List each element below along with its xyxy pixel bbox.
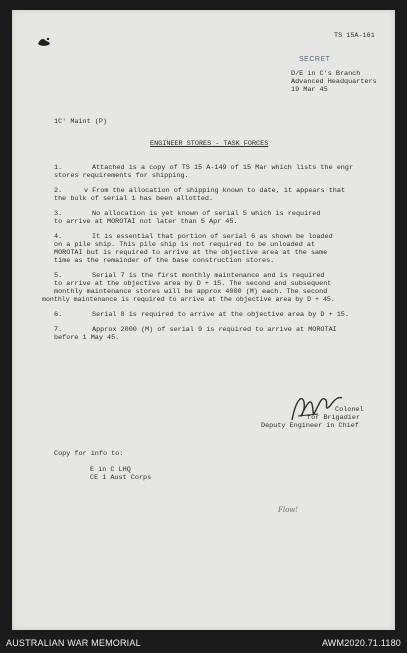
- archive-name: AUSTRALIAN WAR MEMORIAL: [6, 638, 141, 648]
- copy-label: Copy for info to:: [54, 450, 124, 458]
- para-line: time as the remainder of the base construction stores.: [54, 257, 275, 265]
- origin-line-3: 19 Mar 45: [291, 86, 328, 94]
- document-page: [12, 10, 395, 630]
- handwritten-note: Flow!: [278, 506, 299, 514]
- document-reference: TS 15A-161: [334, 32, 375, 40]
- para-number: 3.: [54, 210, 63, 218]
- copy-recipient: CE 1 Aust Corps: [90, 474, 152, 482]
- ink-mark-icon: [36, 36, 52, 48]
- signature-for: for Brigadier: [307, 414, 361, 422]
- para-line: stores requirements for shipping.: [54, 172, 189, 180]
- para-line: the bulk of serial 1 has been allotted.: [54, 195, 214, 203]
- para-line: MOROTAI but is required to arrive at the objective area at the same: [54, 249, 328, 257]
- para-line: monthly maintenance is required to arrive at the objective area by D + 45.: [42, 296, 335, 303]
- document-heading: ENGINEER STORES - TASK FORCES: [150, 140, 269, 148]
- para-line: Serial 7 is the first monthly maintenance and is required: [92, 272, 325, 280]
- para-line: It is essential that portion of serial 6 as shown be loaded: [92, 233, 333, 241]
- para-line: to arrive at the objective area by D + 15. The second and subsequent: [54, 280, 332, 288]
- para-line: Serial 8 is required to arrive at the objective area by D + 15.: [92, 311, 349, 319]
- signature-rank: Colonel: [335, 406, 364, 414]
- para-line: on a pile ship. This pile ship is not required to be unloaded at: [54, 241, 316, 249]
- classification-stamp: SECRET: [299, 56, 331, 63]
- para-line: monthly maintenance stores will be approx 4000 (M) each. The second: [54, 288, 328, 296]
- origin-line-2: Advanced Headquarters: [291, 78, 377, 86]
- para-number: 5.: [54, 272, 63, 280]
- archive-footer: [0, 635, 407, 653]
- para-line: No allocation is yet known of serial 5 which is required: [92, 210, 321, 218]
- para-number: 7.: [54, 326, 63, 334]
- signature-title: Deputy Engineer in Chief: [261, 422, 359, 430]
- para-line: before 1 May 45.: [54, 334, 120, 342]
- para-number: 4.: [54, 233, 63, 241]
- para-number: 2.: [54, 187, 63, 195]
- para-number: 1.: [54, 164, 63, 172]
- addressee: 1C' Maint (P): [54, 118, 108, 126]
- archive-item-id: AWM2020.71.1180: [321, 638, 401, 648]
- para-line: to arrive at MOROTAI not later than 5 Apr 45.: [54, 218, 238, 226]
- origin-line-1: D/E in C's Branch: [291, 70, 361, 78]
- para-line: Approx 2000 (M) of serial 9 is required to arrive at MOROTAI: [92, 326, 337, 334]
- para-line: v From the allocation of shipping known to date, it appears that: [84, 187, 346, 195]
- copy-recipient: E in C LHQ: [90, 466, 131, 474]
- para-number: 6.: [54, 311, 63, 319]
- para-line: Attached is a copy of TS 15 A-149 of 15 Mar which lists the engr: [92, 164, 354, 172]
